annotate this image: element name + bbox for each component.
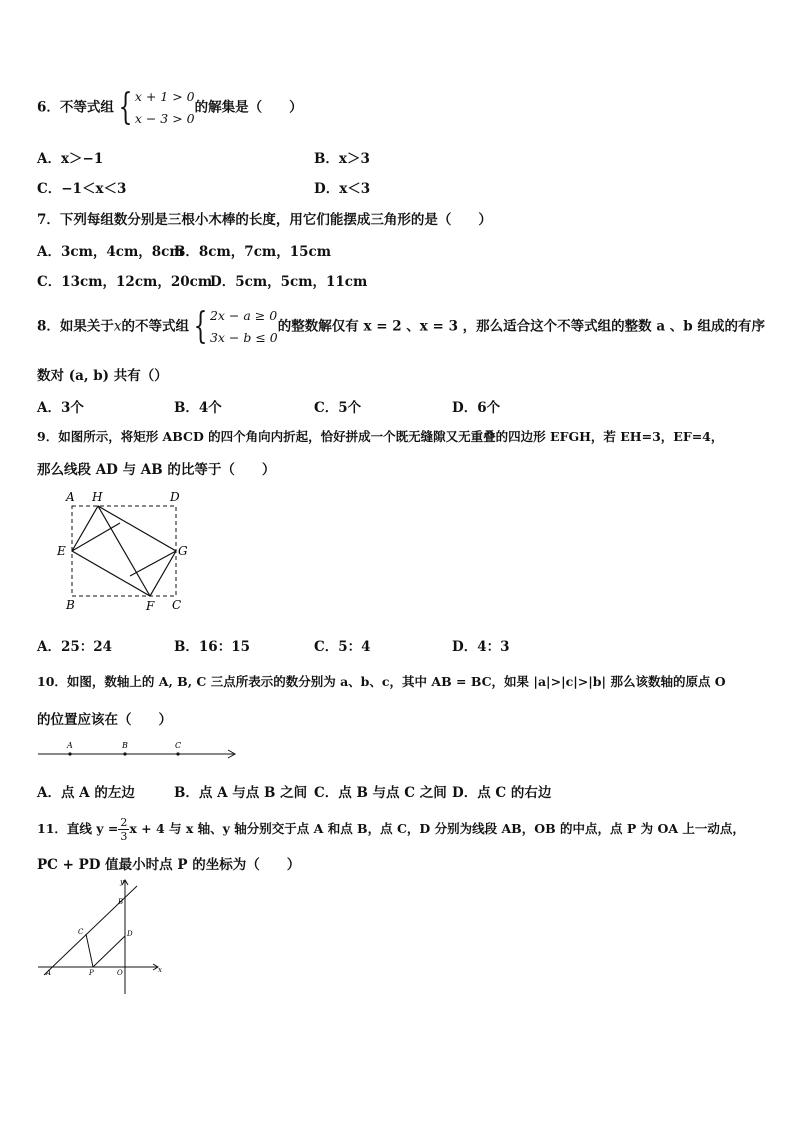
- question-6: [37, 86, 303, 130]
- q8-option-b[interactable]: B．4个: [174, 400, 222, 416]
- q10-option-d[interactable]: D．点 C 的右边: [452, 785, 552, 801]
- q10-point-a: [68, 752, 71, 755]
- q11-label-d: D: [127, 930, 133, 938]
- q10-label-a: A: [67, 741, 73, 750]
- q11-frac-den: 3: [120, 830, 128, 843]
- q11-label-c: C: [78, 928, 84, 936]
- q11-label-a: A: [46, 969, 52, 977]
- q11-label-b: B: [118, 898, 124, 906]
- q9-option-c[interactable]: C．5：4: [314, 639, 371, 655]
- q9-label-d: D: [170, 490, 180, 504]
- q10-label-b: B: [122, 741, 128, 750]
- q10-option-b[interactable]: B．点 A 与点 B 之间: [174, 785, 308, 801]
- q6-option-c[interactable]: C．−1＜x＜3: [37, 181, 127, 197]
- q6-row2: x − 3 > 0: [134, 111, 195, 126]
- q8-inequality-system: { 2x − a ≥ 0 3x − b ≤ 0: [193, 306, 278, 347]
- q8-suffix: 的整数解仅有 x = 2 、x = 3 ，那么适合这个不等式组的整数 a 、b 组成的有序: [277, 318, 765, 335]
- q11-label-o: O: [117, 969, 123, 977]
- q9-line2: 那么线段 AD 与 AB 的比等于（ ）: [37, 462, 276, 478]
- q11-segment-pd: [93, 936, 125, 967]
- q11-suffix: x + 4 与 x 轴、y 轴分别交于点 A 和点 B，点 C，D 分别为线段 AB，OB 的中点，点 P 为 OA 上一动点，: [129, 821, 745, 836]
- q11-fraction: [118, 816, 129, 843]
- q10-line1: 10．如图，数轴上的 A, B, C 三点所表示的数分别为 a、b、c，其中 AB = BC，如果 |a|>|c|>|b| 那么该数轴的原点 O: [37, 674, 726, 689]
- q7-option-c[interactable]: C．13cm，12cm，20cm: [37, 274, 213, 290]
- q11-label-x: x: [158, 966, 162, 974]
- q8-option-a[interactable]: A．3个: [37, 400, 84, 416]
- q8-line2: 数对 (a, b) 共有（）: [37, 368, 168, 384]
- q9-fold-hf: [98, 506, 150, 596]
- q10-line2: 的位置应该在（ ）: [37, 712, 172, 728]
- q9-figure: [50, 486, 200, 616]
- q11-line2: PC + PD 值最小时点 P 的坐标为（ ）: [37, 857, 301, 873]
- q9-label-a: A: [66, 490, 75, 504]
- q9-label-h: H: [92, 490, 103, 504]
- q6-suffix: 的解集是（ ）: [194, 99, 303, 116]
- question-11: [37, 816, 745, 843]
- q11-label-p: P: [89, 969, 94, 977]
- q6-option-b[interactable]: B．x＞3: [314, 151, 370, 167]
- q9-option-a[interactable]: A．25：24: [37, 639, 113, 655]
- q7-option-b[interactable]: B．8cm，7cm，15cm: [174, 244, 331, 260]
- q6-prefix: 6．不等式组: [37, 99, 114, 116]
- q8-row1: 2x − a ≥ 0: [209, 308, 278, 323]
- q6-row1: x + 1 > 0: [134, 89, 195, 104]
- q8-row2: 3x − b ≤ 0: [209, 330, 278, 345]
- q6-option-d[interactable]: D．x＜3: [314, 181, 371, 197]
- q9-fold-e: [72, 523, 120, 551]
- q10-point-b: [123, 752, 126, 755]
- q9-label-e: E: [57, 544, 66, 558]
- q7-option-a[interactable]: A．3cm，4cm，8cm: [37, 244, 184, 260]
- question-8: [37, 305, 765, 349]
- q10-label-c: C: [175, 741, 182, 750]
- q8-prefix: 8．如果关于: [37, 318, 114, 335]
- q10-option-c[interactable]: C．点 B 与点 C 之间: [314, 785, 447, 801]
- q11-prefix: 11．直线 y =: [37, 821, 119, 836]
- q10-number-line: [36, 738, 241, 764]
- q7-option-d[interactable]: D．5cm，5cm，11cm: [210, 274, 368, 290]
- q11-label-y: y: [120, 878, 124, 886]
- q6-option-a[interactable]: A．x＞−1: [37, 151, 104, 167]
- q9-label-b: B: [66, 598, 75, 612]
- q9-option-b[interactable]: B．16：15: [174, 639, 250, 655]
- q8-option-d[interactable]: D．6个: [452, 400, 501, 416]
- q9-label-g: G: [178, 544, 188, 558]
- q8-var: x: [113, 318, 122, 335]
- q7-stem: 7．下列每组数分别是三根小木棒的长度，用它们能摆成三角形的是（ ）: [37, 212, 492, 228]
- q11-frac-num: 2: [120, 816, 128, 829]
- q8-mid: 的不等式组: [121, 318, 190, 335]
- q9-label-f: F: [146, 599, 155, 613]
- q10-option-a[interactable]: A．点 A 的左边: [37, 785, 135, 801]
- q11-figure: [36, 874, 166, 998]
- q8-option-c[interactable]: C．5个: [314, 400, 362, 416]
- q11-segment-pc: [86, 934, 93, 967]
- q9-option-d[interactable]: D．4：3: [452, 639, 510, 655]
- q10-point-c: [176, 752, 179, 755]
- q6-inequality-system: { x + 1 > 0 x − 3 > 0: [118, 87, 195, 128]
- q9-label-c: C: [172, 598, 182, 612]
- q9-line1: 9．如图所示，将矩形 ABCD 的四个角向内折起，恰好拼成一个既无缝隙又无重叠的四边形 EFGH，若 EH=3，EF=4，: [37, 429, 724, 444]
